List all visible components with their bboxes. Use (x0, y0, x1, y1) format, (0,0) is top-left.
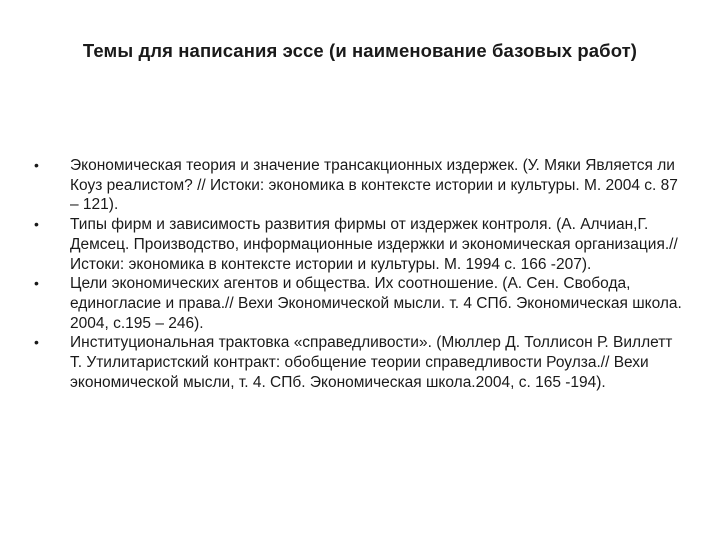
bullet-icon: • (34, 275, 39, 292)
bullet-icon: • (34, 334, 39, 351)
bullet-icon: • (34, 216, 39, 233)
list-item-text: Экономическая теория и значение трансакционных издержек. (У. Мяки Является ли Коуз реалистом? // Истоки: экономика в контексте истории и культуры. М. 2004 с. 87 – 121). (70, 157, 678, 214)
list-item (34, 274, 694, 333)
bullet-icon: • (34, 157, 39, 173)
list-item-text: Институциональная трактовка «справедливости». (Мюллер Д. Толлисон Р. Виллетт Т. Утилитаристский контракт: обобщение теории справедливости Роулза.// Вехи экономической мысли, т. 4. СПб. Экономическая школа.2004, с. 165 -194). (70, 334, 673, 391)
list-item-text: Типы фирм и зависимость развития фирмы от издержек контроля. (А. Алчиан,Г. Демсец. Производство, информационные издержки и экономическая организация.// Истоки: экономика в контексте истории и культуры. М. 1994 с. 166 -207). (70, 216, 678, 273)
slide-title: Темы для написания эссе (и наименование базовых работ) (82, 40, 638, 61)
list-item (34, 156, 694, 215)
bullet-list (34, 156, 694, 392)
list-item-text: Цели экономических агентов и общества. Их соотношение. (А. Сен. Свобода, единогласие и права.// Вехи Экономической мысли. т. 4 СПб. Экономическая школа. 2004, с.195 – 246). (70, 275, 682, 332)
list-item (34, 215, 694, 274)
list-item (34, 333, 694, 392)
